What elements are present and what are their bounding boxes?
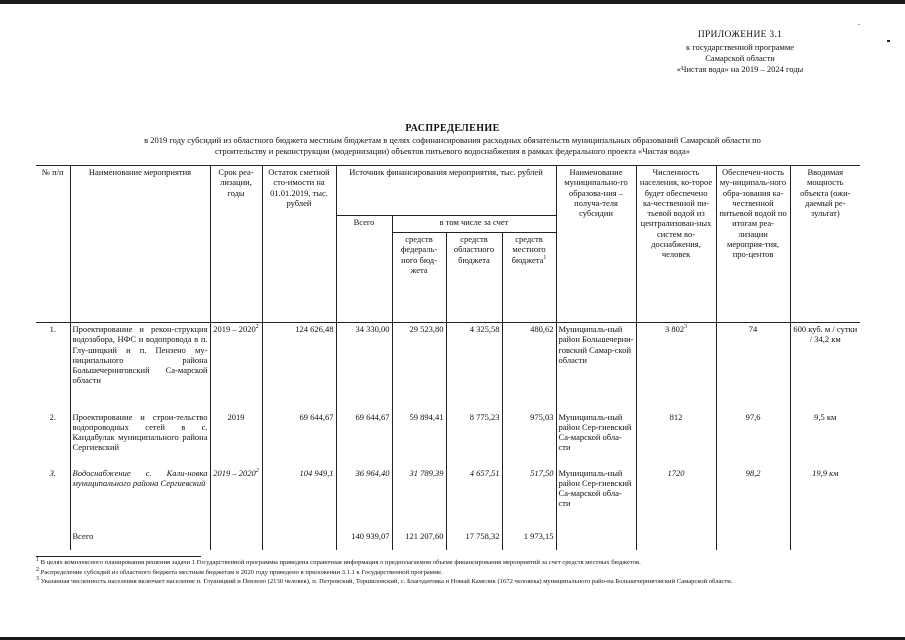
row-term-value: 2019 [227,411,245,422]
row-name: Водоснабжение с. Кали-новка муниципального района Сергиевский [70,467,210,530]
row-share: 97,6 [716,411,790,467]
row-num: 1. [36,323,70,411]
header-federal: средств федераль-ного бюд-жета [392,233,446,323]
header-source: Источник финансирования мероприятия, тыс. рублей [336,166,556,216]
footnote-2 [36,566,861,578]
row-term [210,323,262,411]
table-row [36,411,860,467]
header-term: Срок реа-лизации, годы [210,166,262,323]
row-recipient: Муниципаль-ный район Сер-гиевский Са-марской обла-сти [556,411,636,467]
header-local-footnote: 1 [543,254,547,261]
row-term-footnote: 2 [255,467,259,474]
row-federal: 59 894,41 [392,411,446,467]
row-term [210,411,262,467]
row-recipient: Муниципаль-ный район Сер-гиевский Са-марской обла-сти [556,467,636,530]
row-local: 975,03 [502,411,556,467]
row-total: 69 644,67 [336,411,392,467]
totals-label: Всего [70,530,210,550]
appendix-line-3: Самарской области [705,53,775,63]
table-header [36,166,860,323]
header-name: Наименование мероприятия [70,166,210,323]
footnote-text: Распределение субсидий из областного бюджета местным бюджетам в 2020 году приведено в приложении 3.1.1 к Государственной программе. [40,568,443,576]
row-regional: 4 325,58 [446,323,502,411]
document-title: РАСПРЕДЕЛЕНИЕ [405,123,500,134]
appendix-line-4: «Чистая вода» на 2019 – 2024 годы [676,64,804,74]
footnote-mark: 3 [36,575,39,582]
row-population [636,467,716,530]
row-federal: 31 789,39 [392,467,446,530]
header-balance: Остаток сметной сто-имости на 01.01.2019, тыс. рублей [262,166,336,323]
row-share: 74 [716,323,790,411]
totals-federal: 121 207,60 [392,530,446,550]
totals-local: 1 973,15 [502,530,556,550]
totals-total: 140 939,07 [336,530,392,550]
appendix-line-2: к государственной программе [685,42,795,52]
row-population-value: 1720 [667,467,685,478]
row-term-value: 2019 – 2020 [213,324,256,334]
header-local [502,233,556,323]
footnote-3 [36,575,861,587]
row-population-footnote: 3 [684,324,688,331]
document-subtitle-line-2: строительству и реконструкции (модернизации) объектов питьевого водоснабжения в рамках федерального проекта «Чистая вода» [214,146,691,156]
row-balance: 104 949,1 [262,467,336,530]
row-total: 34 330,00 [336,323,392,411]
header-population: Численность населения, ко-торое будет обеспечено ка-чественной пи-тьевой водой из централизован-ных систем во-доснабжения, человек [636,166,716,323]
row-capacity: 9,5 км [790,411,860,467]
row-population-value: 812 [669,411,683,422]
appendix-header [630,30,850,75]
footnotes [36,556,861,588]
table-row [36,467,860,530]
row-num: 2. [36,411,70,467]
footnote-mark: 2 [36,566,39,573]
table-row [36,323,860,411]
totals-row [36,530,860,550]
row-regional: 8 775,23 [446,411,502,467]
row-population-value: 3 802 [664,324,685,334]
row-local: 480,62 [502,323,556,411]
header-share: Обеспечен-ность му-ниципаль-ного обра-зования ка-чественной питьевой водой по итогам реа-лизации мероприя-тия, про-центов [716,166,790,323]
row-name: Проектирование и рекон-струкция водозабора, НФС и водопровода в п. Глу-шицкий и п. Пензено му-ниципального района Большечерниговский Са-марской области [70,323,210,411]
appendix-title: ПРИЛОЖЕНИЕ 3.1 [697,30,783,40]
footnote-1 [36,556,861,568]
row-capacity: 19,9 км [790,467,860,530]
top-scan-border [0,0,905,4]
row-federal: 29 523,80 [392,323,446,411]
scan-dot-mark: . [858,18,860,27]
header-regional: средств областного бюджета [446,233,502,323]
scan-dash-mark [887,40,890,42]
row-balance: 69 644,67 [262,411,336,467]
header-capacity: Вводимая мощность объекта (ожи-даемый ре-зультат) [790,166,860,323]
header-including: в том числе за счет [392,216,556,233]
document-subtitle-line-1: в 2019 году субсидий из областного бюджета местным бюджетам в целях софинансирования расходных обязательств муниципальных образований Самарской области по [144,135,761,145]
footnote-text: Указанная численность населения включает население п. Глушицкий и Пензено (2130 человек), п. Петровский, Торшиловский, с. Благодатовка и Новый Камелик (1672 человека) муниципального райо-на Большечерниговский Самарской области. [40,578,733,585]
row-population [636,323,716,411]
row-term-value: 2019 – 2020 [213,467,256,478]
totals-regional: 17 758,32 [446,530,502,550]
row-num: 3. [36,467,70,530]
row-capacity: 600 куб. м / сутки / 34,2 км [790,323,860,411]
row-local: 517,50 [502,467,556,530]
header-num: № п/п [36,166,70,323]
footnote-text: В целях комплексного планирования решения задачи 1 Государственной программы приведена справочная информация о предполагаемом объеме финансирования мероприятий за счет средств местных бюджетов. [40,559,641,566]
row-total: 36 964,40 [336,467,392,530]
table-body [36,323,860,550]
row-name: Проектирование и строи-тельство водопроводных сетей в с. Кандабулак муниципального района Сергиевский [70,411,210,467]
row-recipient: Муниципаль-ный район Большечерни-говский Самар-ской области [556,323,636,411]
document-heading [40,123,865,157]
row-balance: 124 626,48 [262,323,336,411]
footnote-mark: 1 [36,556,39,563]
header-local-label: средств местного бюджета [511,234,546,265]
header-recipient: Наименование муниципально-го образова-ния – получа-теля субсидии [556,166,636,323]
header-total: Всего [336,216,392,323]
footnote-divider [36,556,201,557]
distribution-table [36,165,860,550]
row-term [210,467,262,530]
row-term-footnote: 2 [255,324,259,331]
row-share: 98,2 [716,467,790,530]
row-population [636,411,716,467]
row-regional: 4 657,51 [446,467,502,530]
